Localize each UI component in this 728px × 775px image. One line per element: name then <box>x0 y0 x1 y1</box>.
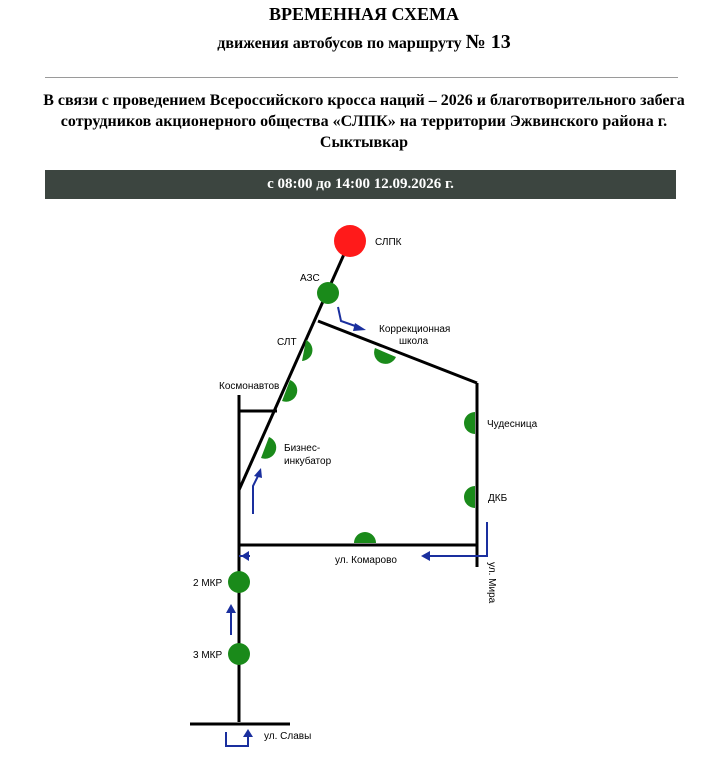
label-kosmonavtov: Космонавтов <box>219 381 280 392</box>
label-2mkr: 2 МКР <box>193 578 223 589</box>
label-3mkr: 3 МКР <box>193 650 223 661</box>
stop-komarovo <box>354 532 376 543</box>
arrow-komarovo-corner-head <box>241 551 249 561</box>
label-komarovo: ул. Комарово <box>335 555 397 566</box>
arrow-mkr2 <box>253 476 258 514</box>
arrow-korr-head <box>353 323 366 331</box>
description: В связи с проведением Всероссийского кросса наций – 2026 и благотворительного забега сотрудников акционерного общества «СЛПК» на территории Эжвинского района г. Сыктывкар <box>43 92 685 151</box>
label-slavy: ул. Славы <box>264 731 312 742</box>
label-korr-line1: Коррекционная <box>379 324 451 335</box>
stop-biznes-inkubator <box>261 437 276 459</box>
label-biznes-line1: Бизнес- <box>284 443 321 454</box>
label-chudesnitsa: Чудесница <box>487 419 538 430</box>
stop-azs <box>317 282 339 304</box>
label-slpk: СЛПК <box>375 237 402 248</box>
arrow-mkr3-head <box>226 604 236 613</box>
page-title: ВРЕМЕННАЯ СХЕМА <box>268 4 460 24</box>
arrow-mira-head <box>421 551 430 561</box>
stop-2mkr <box>228 571 250 593</box>
label-biznes-line2: инкубатор <box>284 456 332 467</box>
arrow-mkr2-head <box>254 468 262 478</box>
route-number: № 13 <box>465 31 511 53</box>
label-mira: ул. Мира <box>486 562 497 604</box>
label-azs: АЗС <box>300 273 320 284</box>
labels <box>193 237 538 742</box>
schedule-banner: с 08:00 до 14:00 12.09.2026 г. <box>45 170 676 199</box>
label-korr-line2: школа <box>399 336 429 347</box>
stop-chudesnitsa <box>464 412 475 434</box>
stop-dkb <box>464 486 475 508</box>
stop-slpk-terminal <box>334 225 366 257</box>
stop-3mkr <box>228 643 250 665</box>
subtitle-text: движения автобусов по маршруту <box>217 35 466 52</box>
arrow-slavy <box>226 732 248 746</box>
arrow-slavy-head <box>243 729 253 737</box>
stops <box>228 225 475 665</box>
label-dkb: ДКБ <box>488 493 508 504</box>
label-slt: СЛТ <box>277 337 297 348</box>
